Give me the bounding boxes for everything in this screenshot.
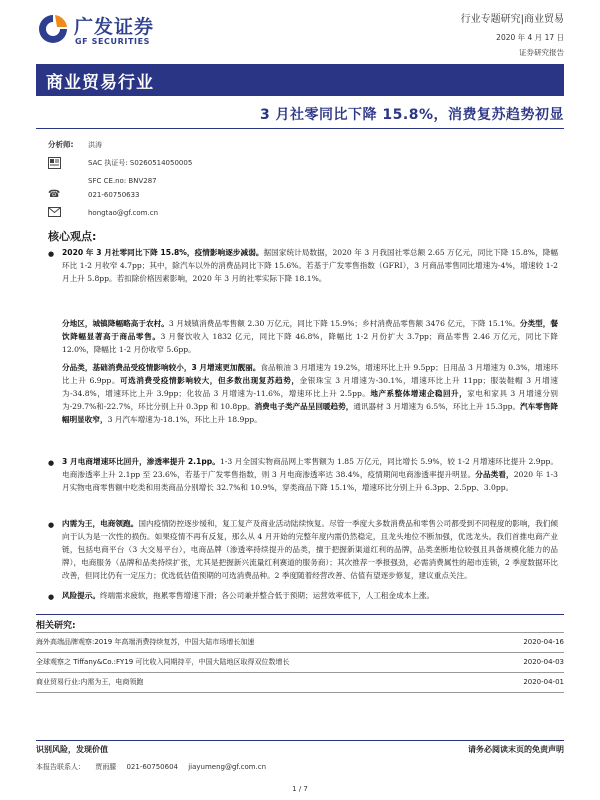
- related-item-title[interactable]: 全球观察之 Tiffany&Co.:FY19 可比收入同期持平，中国大陆地区取得双位数增长: [36, 658, 290, 666]
- related-item[interactable]: [36, 634, 564, 650]
- related-top-rule: [36, 614, 564, 615]
- id-card-icon: [48, 157, 62, 169]
- para-lead: 2020 年 3 月社零同比下降 15.8%，疫情影响逐步减弱。: [62, 248, 264, 257]
- related-title: 相关研究:: [36, 621, 76, 631]
- report-date: 2020 年 4 月 17 日: [496, 33, 564, 42]
- logo-text-cn: 广发证券: [74, 16, 155, 38]
- para-text: 3 月城镇消费品零售额 2.30 万亿元，同比下降 15.9%；乡村消费品零售额 3476 亿元，下降 15.1%。: [168, 319, 520, 328]
- bullet-icon: ●: [48, 521, 55, 529]
- para-retail-sales: [62, 247, 558, 286]
- para-lead: 分地区，城镇降幅略高于农村。: [62, 319, 169, 328]
- report-category: 行业专题研究|商业贸易: [460, 14, 564, 25]
- sfc-number: SFC CE.no: BNV287: [88, 177, 157, 185]
- para-ecommerce: [62, 456, 558, 495]
- email-icon: [48, 207, 62, 219]
- related-divider: [36, 692, 564, 693]
- sfc-row: [48, 174, 268, 188]
- gf-logo-icon: [36, 12, 70, 46]
- sac-number: SAC 执证号: S0260514050005: [88, 159, 193, 167]
- phone-row: [48, 188, 268, 202]
- headline-rule: [36, 128, 564, 129]
- footer-disclaimer[interactable]: 请务必阅读末页的免责声明: [468, 745, 564, 754]
- para-lead: 分品类看，: [475, 469, 514, 479]
- para-lead: 风险提示。: [62, 591, 100, 600]
- analyst-email[interactable]: hongtao@gf.com.cn: [88, 209, 158, 217]
- analyst-block: [48, 138, 268, 220]
- analyst-label: 分析师:: [48, 140, 74, 149]
- contact-label: 本报告联系人：: [36, 763, 85, 771]
- contact-email[interactable]: jiayumeng@gf.com.cn: [188, 763, 267, 771]
- logo-text-en: GF SECURITIES: [75, 37, 151, 46]
- email-row: [48, 206, 268, 220]
- sac-row: [48, 156, 268, 170]
- para-category: [62, 362, 558, 427]
- para-text: 1-3 月全国实物商品网上零售额为 1.85 万亿元，同比增长 5.9%，较 1-2 月增速环比提升 2.9pp。电商渗透率上升 2.1pp 至 23.6%，若基于广发零售指数，则 3 月电商渗透率达 38.4%，疫情期间电商渗透率提升明显。: [62, 457, 558, 479]
- para-lead: 分类型，餐饮降幅显著高于商品零售。: [62, 319, 559, 341]
- para-lead: 内需为王，电商领跑。: [62, 519, 139, 528]
- para-text: 2020 年 1-3 月实物电商零售额中吃类和用类商品分别增长 32.7%和 10.9%，穿类商品下降 15.1%，增速环比分别上升 6.3pp、2.5pp、3.0pp。: [62, 469, 558, 492]
- contact-name: 贾雨朦: [95, 763, 117, 771]
- para-risk: [62, 590, 558, 603]
- para-text: 国内疫情防控逐步缓和，复工复产及商业活动陆续恢复。尽管一季度大多数消费品和零售公司都受到不同程度的影响，我们倾向于认为是一次性的损伤。如果疫情不再有反复，那么从 4 月开始的完整年度内需仍然稳定，且龙头地位不断加强，优选龙头。我们首推电商产业链，包括电商平台（3 大交易平台），电商品牌（渗透率持续提升的品类，擅于把握新渠道红利的品牌，品类垄断地位较强且具备规模化能力的品牌），电商服务（品牌和品类持续扩张，尤其是把握新兴流量红利赛道的服务商）；其次推荐一季报强劲，必需消费属性的超市连锁，2 季度数据环比改善，但同比仍有一定压力；优选低估值预期的可选消费品种。2 季度随着经营改善、估值有望逐步修复，建议重点关注。: [62, 519, 558, 580]
- para-text: 家电和家具 3 月增速分别为-29.7%和-22.7%，环比分别上升 0.3pp 和 10.8pp。: [62, 388, 559, 411]
- analyst-row: [48, 138, 268, 152]
- para-region-type: [62, 318, 558, 357]
- para-lead: 3 月电商增速环比回升，渗透率提升 2.1pp。: [62, 457, 220, 466]
- core-views-title: 核心观点:: [48, 230, 97, 243]
- para-lead: 消费电子类产品呈回暖趋势，: [254, 401, 354, 411]
- related-divider: [36, 632, 564, 633]
- related-divider: [36, 672, 564, 673]
- page-number: 1 / 7: [292, 785, 308, 793]
- para-text: 金银珠宝 3 月增速为-30.1%，增速环比上升 11pp；服装鞋帽 3 月增速为-34.8%，增速环比上升 3.9pp；化妆品 3 月增速为-11.6%，增速环比上升 2.5pp。: [62, 375, 559, 398]
- para-text: 通讯器材 3 月增速为 6.5%，环比上升 15.3pp。: [353, 401, 521, 411]
- para-lead: 地产系整体增速企稳回升，: [370, 388, 468, 398]
- gf-logo: [36, 8, 166, 54]
- bullet-icon: ●: [48, 250, 55, 258]
- analyst-name: 洪涛: [88, 141, 102, 149]
- related-item-date: 2020-04-16: [523, 638, 564, 646]
- title-band: [36, 64, 564, 96]
- footer-contact: [36, 762, 274, 772]
- footer-slogan: 识别风险，发现价值: [36, 745, 108, 754]
- footer-rule: [36, 740, 564, 741]
- phone-icon: ☎: [48, 189, 61, 200]
- para-investment: [62, 518, 558, 583]
- contact-phone: 021-60750604: [126, 763, 178, 771]
- bullet-icon: ●: [48, 459, 55, 467]
- related-item-title[interactable]: 商业贸易行业:内需为王，电商领跑: [36, 678, 144, 686]
- related-item[interactable]: [36, 674, 564, 690]
- report-headline: 3 月社零同比下降 15.8%，消费复苏趋势初显: [259, 107, 564, 123]
- related-divider: [36, 652, 564, 653]
- report-dept: 证券研究报告: [519, 48, 564, 57]
- para-lead: 分品类，基础消费品受疫情影响较小，3 月增速更加靓丽。: [62, 363, 261, 372]
- related-item[interactable]: [36, 654, 564, 670]
- related-item-title[interactable]: 海外高端品牌观察:2019 年高端消费持续复苏，中国大陆市场增长加速: [36, 638, 255, 646]
- analyst-phone: 021-60750633: [88, 191, 140, 199]
- para-text: 终端需求疲软，拖累零售增速下滑；各公司兼并整合低于预期；运营效率低下，人工租金成本上涨。: [99, 591, 435, 600]
- industry-title: 商业贸易行业: [46, 73, 154, 93]
- related-item-date: 2020-04-03: [523, 658, 564, 666]
- bullet-icon: ●: [48, 593, 55, 601]
- para-text: 3 月餐饮收入 1832 亿元，同比下降 46.8%，降幅比 1-2 月份扩大 3.7pp；商品零售 2.46 万亿元，同比下降 12.0%，降幅比 1-2 月份收窄 5.6pp。: [62, 331, 559, 354]
- header-meta: [461, 10, 564, 58]
- para-lead: 汽车零售降幅明显收窄，: [62, 401, 559, 424]
- related-item-date: 2020-04-01: [523, 678, 564, 686]
- para-lead: 可选消费受疫情影响较大，但多数出现复苏趋势，: [120, 375, 300, 385]
- para-text: 据国家统计局数据，2020 年 3 月我国社零总额 2.65 万亿元，同比下降 15.8%，降幅环比 1-2 月收窄 4.7pp；其中，除汽车以外的消费品同比下降 15.6%。若基于广发零售指数（GFRI），3 月商品零售同比增速为-4%，增速较 1-2 月上升 5.8pp。若扣除价格因素影响，2020 年 3 月的社零实际下降 18.1%。: [62, 248, 558, 283]
- para-text: 食品粮油 3 月增速为 19.2%，增速环比上升 9.5pp；日用品 3 月增速为 0.3%，增速环比上升 6.9pp。: [62, 363, 558, 385]
- para-text: 3 月汽车增速为-18.1%，环比上升 18.9pp。: [107, 414, 262, 424]
